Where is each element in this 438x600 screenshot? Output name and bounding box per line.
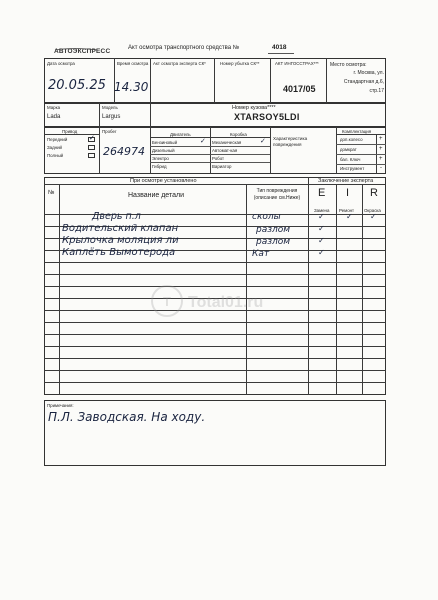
check-mark-icon: ✓ (346, 212, 353, 221)
page-title: Акт осмотра транспортного средства № (128, 45, 240, 51)
make-value: Lada (47, 114, 61, 120)
place-value: г. Москва, ул. Стандартная д.6, стр.17 (343, 70, 384, 94)
mileage-value: 264974 (103, 145, 145, 158)
logo (54, 40, 110, 58)
check-mark-icon: ✓ (260, 137, 266, 145)
act-number: 4018 (272, 44, 287, 51)
gearbox-option: Вариатор (212, 164, 232, 169)
engine-option: Электро (152, 156, 169, 161)
make-label: Марка (47, 105, 61, 110)
equipment-item: Инструмент (340, 166, 365, 171)
model-value: Largus (102, 114, 121, 120)
sublabel-replace: Замена (314, 208, 330, 213)
logo-text: АВТОЭКСПРЕСС (54, 48, 111, 55)
gearbox-header: Коробка (230, 132, 247, 137)
gearbox-option: Автомат-кая (212, 148, 238, 153)
inspection-date-value: 20.05.25 (48, 78, 106, 93)
gearbox-option: Робот (212, 156, 225, 161)
remarks-label: Примечания: (47, 403, 74, 408)
document-page: АВТОЭКСПРЕСС Акт осмотра транспортного средства № 4018 Дата осмотра 20.05.25 Время осмотра 14.30 Акт осмотра эксперта СК* Номер убытка СК** АКТ ИНГОССТРАХ*** 4017/05 Место осмотра: г. Москва, ул. Стандартная д.6, стр.17 Марка Lada Модель Largus Номер кузова**** XTARSOY5LDI Привод Передний ✓ Задний Полный Пробег 264974 Двигатель Бензиновый ✓ Дизельный Электро Гибрид Коробка Механическая ✓ Автомат-кая Робот Вариатор Характеристика повреждения Комплектация доп.колесо + домкрат + бал. Ключ + Инструмент - При осмотре установлено Заключение эксперта № Название детали Тип повреждения (описание см.Ниже) E I R Замена Ремонт Окраска Дверь п.л сколы ✓ ✓ ✓ Водительский клапан разлом ✓ Крылочка моляция ли разлом ✓ Каплёть Вымотерода Кат ✓ T Total01.ru Примечания: П.Л. Заводская. На ходу. (0, 0, 438, 600)
watermark-logo-icon (150, 284, 184, 318)
findings-section-title: При осмотре установлено (130, 178, 197, 184)
damage-type: разлом (256, 225, 291, 235)
body-number-value: XTARSOY5LDI (234, 112, 300, 122)
expert-title: Заключение эксперта (318, 178, 374, 184)
equipment-item: доп.колесо (340, 137, 363, 142)
col-no-header: № (48, 190, 55, 196)
drive-header: Привод (62, 129, 78, 134)
check-mark-icon: ✓ (318, 212, 325, 221)
engine-header: Двигатель (170, 132, 191, 137)
model-label: Модель (102, 105, 118, 110)
equipment-header: Комплектация (342, 129, 372, 134)
equipment-item: домкрат (340, 147, 357, 152)
sk-act-label: Акт осмотра эксперта СК* (153, 61, 206, 66)
letter-e: E (318, 187, 326, 199)
inspection-time-value: 14.30 (114, 80, 149, 94)
gearbox-option: Механическая (212, 140, 242, 145)
part-name: Крылочка моляция ли (62, 235, 179, 246)
part-name: Водительский клапан (62, 223, 179, 234)
sublabel-paint: Окраска (364, 208, 381, 213)
place-label: Место осмотра: (330, 62, 367, 68)
loss-number-label: Номер убытка СК** (220, 61, 260, 66)
ingos-act-value: 4017/05 (283, 84, 316, 94)
engine-option: Гибрид (152, 164, 167, 169)
check-mark-icon: ✓ (89, 134, 95, 142)
vehicle-row (44, 103, 386, 127)
inspection-date-label: Дата осмотра (47, 61, 75, 66)
check-mark-icon: ✓ (318, 224, 325, 233)
equipment-mark: + (379, 156, 383, 162)
equipment-mark: + (379, 146, 383, 152)
check-mark-icon: ✓ (370, 212, 377, 221)
col-name-header: Название детали (128, 192, 184, 199)
engine-option: Бензиновый (152, 140, 178, 145)
sublabel-repair: Ремонт (339, 208, 355, 213)
damage-type: сколы (252, 212, 281, 222)
engine-option: Дизельный (152, 148, 175, 153)
drive-checkbox[interactable] (88, 153, 95, 158)
check-mark-icon: ✓ (200, 137, 206, 145)
inspection-time-label: Время осмотра (117, 61, 149, 66)
characteristic-label: Характеристика повреждения (273, 136, 308, 147)
check-mark-icon: ✓ (318, 236, 325, 245)
svg-text:T: T (163, 294, 171, 309)
ingos-act-label: АКТ ИНГОССТРАХ*** (275, 61, 319, 66)
watermark-text: Total01.ru (188, 294, 264, 311)
letter-r: R (370, 187, 378, 199)
damage-type: Кат (252, 249, 270, 259)
remarks-text: П.Л. Заводская. На ходу. (48, 410, 206, 424)
part-name: Дверь п.л (92, 211, 141, 222)
col-damage-header: Тип повреждения (описание см.Ниже) (253, 188, 301, 201)
check-mark-icon: ✓ (318, 248, 325, 257)
mileage-label: Пробег (102, 129, 117, 134)
equipment-item: бал. Ключ (340, 157, 361, 162)
logo-swoosh-icon (54, 47, 98, 52)
drive-checkbox[interactable] (88, 145, 95, 150)
part-name: Каплёть Вымотерода (62, 247, 176, 258)
letter-i: I (346, 187, 350, 199)
damage-type: разлом (256, 237, 291, 247)
equipment-mark: - (380, 165, 382, 171)
body-number-label: Номер кузова**** (232, 105, 276, 111)
equipment-mark: + (379, 136, 383, 142)
